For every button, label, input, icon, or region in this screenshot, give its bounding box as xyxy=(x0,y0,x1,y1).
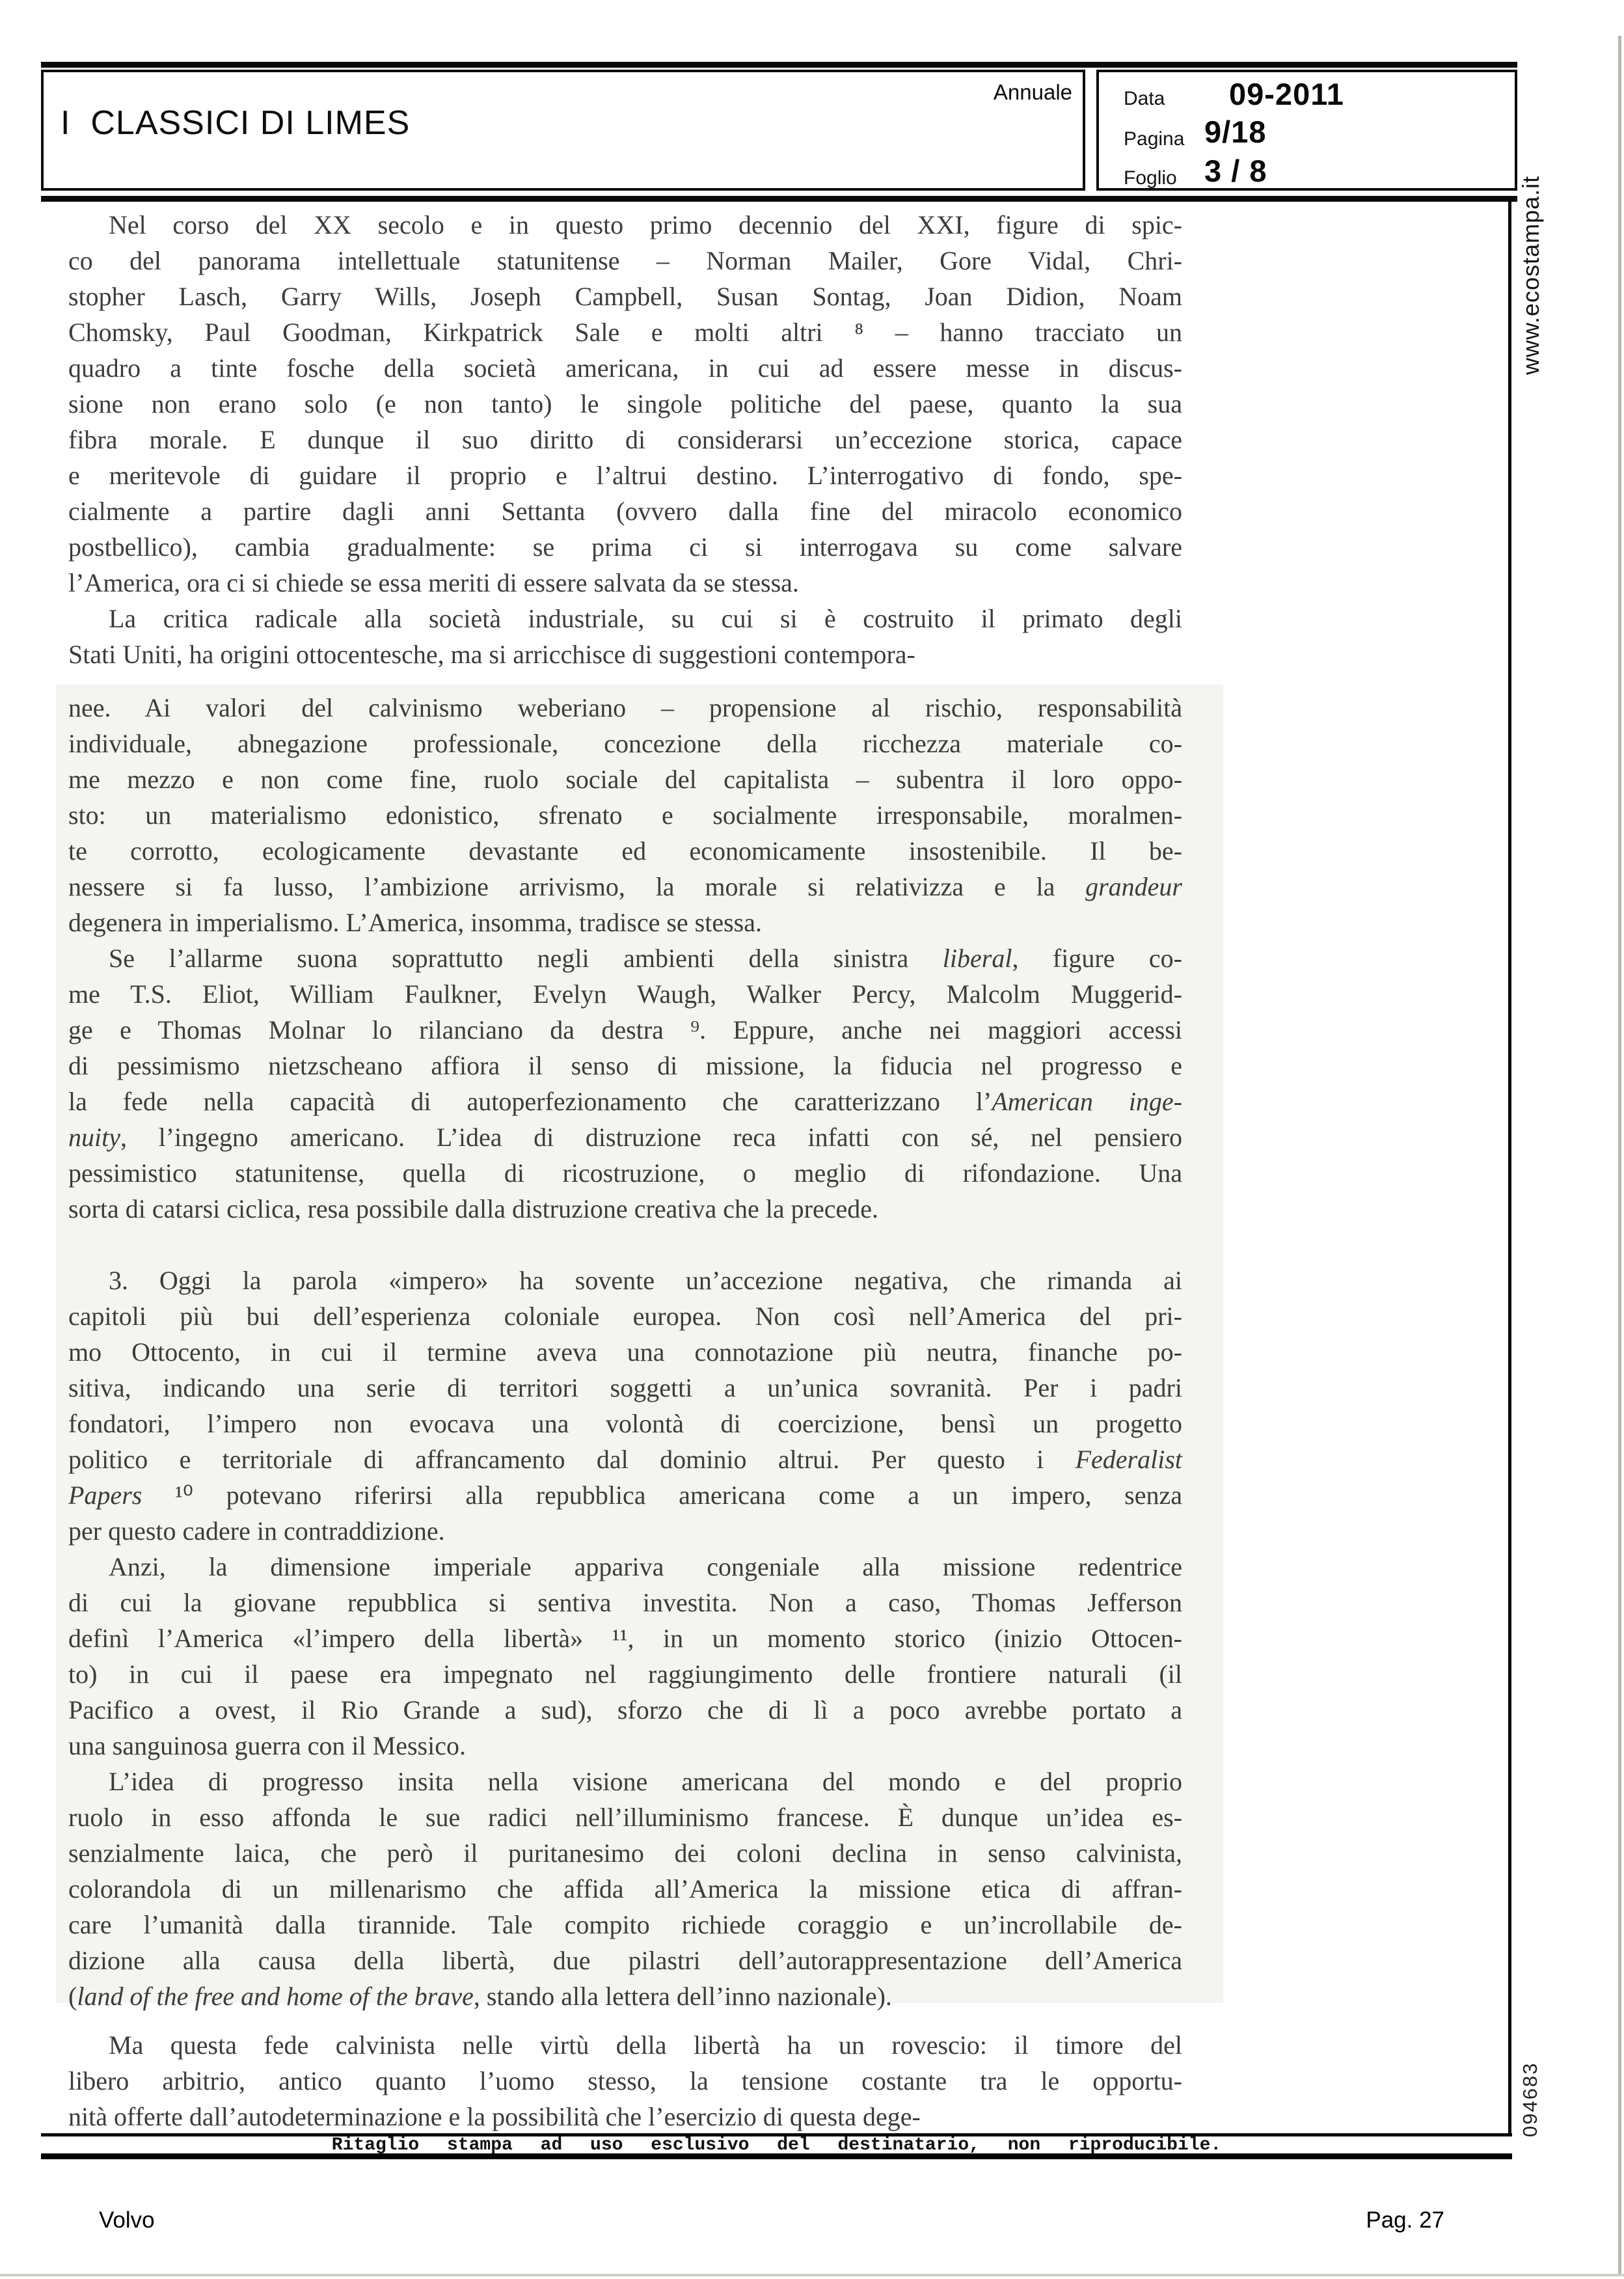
article-line: cialmente a partire dagli anni Settanta (ovvero dalla fine del miracolo economico xyxy=(68,497,1182,526)
date-label: Data xyxy=(1124,88,1165,109)
article-line: nità offerte dall’autodeterminazione e la possibilità che l’esercizio di questa dege- xyxy=(68,2102,921,2131)
sheet-label: Foglio xyxy=(1124,167,1177,189)
clipping-code: 094683 xyxy=(1519,2062,1541,2137)
article-line: sorta di catarsi ciclica, resa possibile dalla distruzione creativa che la precede. xyxy=(68,1194,878,1223)
article-block-b xyxy=(68,690,1182,2014)
article-line: pessimistico statunitense, quella di ricostruzione, o meglio di rifondazione. Una xyxy=(68,1158,1182,1188)
article-line: me mezzo e non come fine, ruolo sociale del capitalista – subentra il loro oppo- xyxy=(68,765,1182,794)
article-line: politico e territoriale di affrancamento dal dominio altrui. Per questo i Federalist xyxy=(68,1445,1182,1474)
article-line: co del panorama intellettuale statunitense – Norman Mailer, Gore Vidal, Chri- xyxy=(68,246,1182,275)
article-line: fondatori, l’impero non evocava una volontà di coercizione, bensì un progetto xyxy=(68,1409,1182,1438)
article-block-a xyxy=(68,207,1182,672)
article-line: di cui la giovane repubblica si sentiva investita. Non a caso, Thomas Jefferson xyxy=(68,1588,1182,1617)
page-label: Pagina xyxy=(1124,128,1185,150)
sheet-value: 3 / 8 xyxy=(1204,154,1267,188)
article-line: La critica radicale alla società industriale, su cui si è costruito il primato degli xyxy=(109,604,1182,633)
article-paragraph xyxy=(68,2027,1182,2135)
article-paragraph xyxy=(68,1549,1182,1764)
article-block-c xyxy=(68,2027,1182,2135)
content-right-border xyxy=(1508,202,1511,2159)
article-line: di pessimismo nietzscheano affiora il senso di missione, la fiducia nel progresso e xyxy=(68,1051,1182,1080)
article-line: me T.S. Eliot, William Faulkner, Evelyn Waugh, Walker Percy, Malcolm Muggerid- xyxy=(68,979,1182,1009)
article-line: Nel corso del XX secolo e in questo primo decennio del XXI, figure di spic- xyxy=(109,210,1182,239)
article-paragraph xyxy=(68,940,1182,1227)
article-line: 3. Oggi la parola «impero» ha sovente un’accezione negativa, che rimanda ai xyxy=(109,1266,1182,1295)
date-value: 09-2011 xyxy=(1229,77,1344,111)
article-paragraph xyxy=(68,1764,1182,2014)
article-line: postbellico), cambia gradualmente: se prima ci si interrogava su come salvare xyxy=(68,532,1182,562)
article-line: individuale, abnegazione professionale, concezione della ricchezza materiale co- xyxy=(68,729,1182,758)
ecostampa-watermark: www.ecostampa.it xyxy=(1517,175,1544,375)
clipping-meta-box xyxy=(1096,70,1517,191)
article-line: libero arbitrio, antico quanto l’uomo stesso, la tensione costante tra le opportu- xyxy=(68,2066,1182,2095)
article-line: sione non erano solo (e non tanto) le singole politiche del paese, quanto la sua xyxy=(68,389,1182,418)
article-line: nuity, l’ingegno americano. L’idea di distruzione reca infatti con sé, nel pensiero xyxy=(68,1123,1182,1152)
scan-edge-right xyxy=(1618,36,1621,2274)
article-line: ruolo in esso affonda le sue radici nell’illuminismo francese. È dunque un’idea es- xyxy=(68,1803,1182,1832)
periodicity-label: Annuale xyxy=(993,80,1072,104)
page-value: 9/18 xyxy=(1204,115,1267,149)
article-line: sto: un materialismo edonistico, sfrenato e socialmente irresponsabile, moralmen- xyxy=(68,800,1182,830)
article-line: e meritevole di guidare il proprio e l’altrui destino. L’interrogativo di fondo, spe- xyxy=(68,461,1182,490)
publication-title: I CLASSICI DI LIMES xyxy=(61,104,411,142)
article-line: degenera in imperialismo. L’America, insomma, tradisce se stessa. xyxy=(68,908,762,937)
article-line: dizione alla causa della libertà, due pilastri dell’autorappresentazione dell’America xyxy=(68,1946,1182,1975)
reproduction-notice: Ritaglio stampa ad uso esclusivo del destinatario, non riproducibile. xyxy=(331,2135,1222,2155)
article-line: per questo cadere in contraddizione. xyxy=(68,1516,445,1546)
article-line: l’America, ora ci si chiede se essa meriti di essere salvata da se stessa. xyxy=(68,568,799,597)
header-top-rule xyxy=(41,62,1517,68)
notice-strip xyxy=(41,2133,1512,2159)
article-line: fibra morale. E dunque il suo diritto di considerarsi un’eccezione storica, capace xyxy=(68,425,1182,454)
article-line: Se l’allarme suona soprattutto negli ambienti della sinistra liberal, figure co- xyxy=(109,944,1182,973)
article-paragraph xyxy=(68,1262,1182,1549)
masthead-box xyxy=(41,70,1085,191)
article-line: Papers ¹⁰ potevano riferirsi alla repubblica americana come a un impero, senza xyxy=(68,1481,1182,1510)
article-line: nessere si fa lusso, l’ambizione arrivismo, la morale si relativizza e la grandeur xyxy=(68,872,1182,901)
article-line: definì l’America «l’impero della libertà» ¹¹, in un momento storico (inizio Ottocen- xyxy=(68,1624,1182,1653)
article-line: una sanguinosa guerra con il Messico. xyxy=(68,1731,466,1760)
page-number: Pag. 27 xyxy=(1366,2207,1444,2233)
article-line: stopher Lasch, Garry Wills, Joseph Campbell, Susan Sontag, Joan Didion, Noam xyxy=(68,282,1182,311)
article-line: senzialmente laica, che però il puritanesimo dei coloni declina in senso calvinista, xyxy=(68,1838,1182,1868)
scan-edge-bottom xyxy=(0,2274,1624,2276)
article-line: Chomsky, Paul Goodman, Kirkpatrick Sale e molti altri ⁸ – hanno tracciato un xyxy=(68,318,1182,347)
client-brand: Volvo xyxy=(99,2207,155,2233)
article-paragraph xyxy=(68,601,1182,672)
article-body xyxy=(68,207,1182,2135)
article-line: quadro a tinte fosche della società americana, in cui ad essere messe in discus- xyxy=(68,353,1182,383)
article-line: care l’umanità dalla tirannide. Tale compito richiede coraggio e un’incrollabile de- xyxy=(68,1910,1182,1939)
article-line: sitiva, indicando una serie di territori soggetti a un’unica sovranità. Per i padri xyxy=(68,1373,1182,1402)
article-line: colorandola di un millenarismo che affida all’America la missione etica di affran- xyxy=(68,1874,1182,1904)
article-line: L’idea di progresso insita nella visione americana del mondo e del proprio xyxy=(109,1767,1182,1796)
article-line: mo Ottocento, in cui il termine aveva una connotazione più neutra, finanche po- xyxy=(68,1337,1182,1367)
article-line: te corrotto, ecologicamente devastante ed economicamente insostenibile. Il be- xyxy=(68,836,1182,866)
article-line: nee. Ai valori del calvinismo weberiano – propensione al rischio, responsabilità xyxy=(68,693,1182,722)
article-line: Pacifico a ovest, il Rio Grande a sud), sforzo che di lì a poco avrebbe portato a xyxy=(68,1695,1182,1725)
header-bottom-rule xyxy=(41,196,1517,202)
article-paragraph xyxy=(68,207,1182,601)
article-line: to) in cui il paese era impegnato nel raggiungimento delle frontiere naturali (il xyxy=(68,1659,1182,1689)
article-line: Anzi, la dimensione imperiale appariva congeniale alla missione redentrice xyxy=(109,1552,1182,1581)
article-line: capitoli più bui dell’esperienza coloniale europea. Non così nell’America del pri- xyxy=(68,1302,1182,1331)
article-line: Ma questa fede calvinista nelle virtù della libertà ha un rovescio: il timore del xyxy=(109,2030,1182,2060)
article-paragraph xyxy=(68,690,1182,940)
article-line: ge e Thomas Molnar lo rilanciano da destra ⁹. Eppure, anche nei maggiori accessi xyxy=(68,1015,1182,1044)
article-line: Stati Uniti, ha origini ottocentesche, ma si arricchisce di suggestioni contempora- xyxy=(68,640,915,669)
article-line: (land of the free and home of the brave, stando alla lettera dell’inno nazionale). xyxy=(68,1982,892,2011)
article-line: la fede nella capacità di autoperfezionamento che caratterizzano l’American inge- xyxy=(68,1087,1183,1116)
